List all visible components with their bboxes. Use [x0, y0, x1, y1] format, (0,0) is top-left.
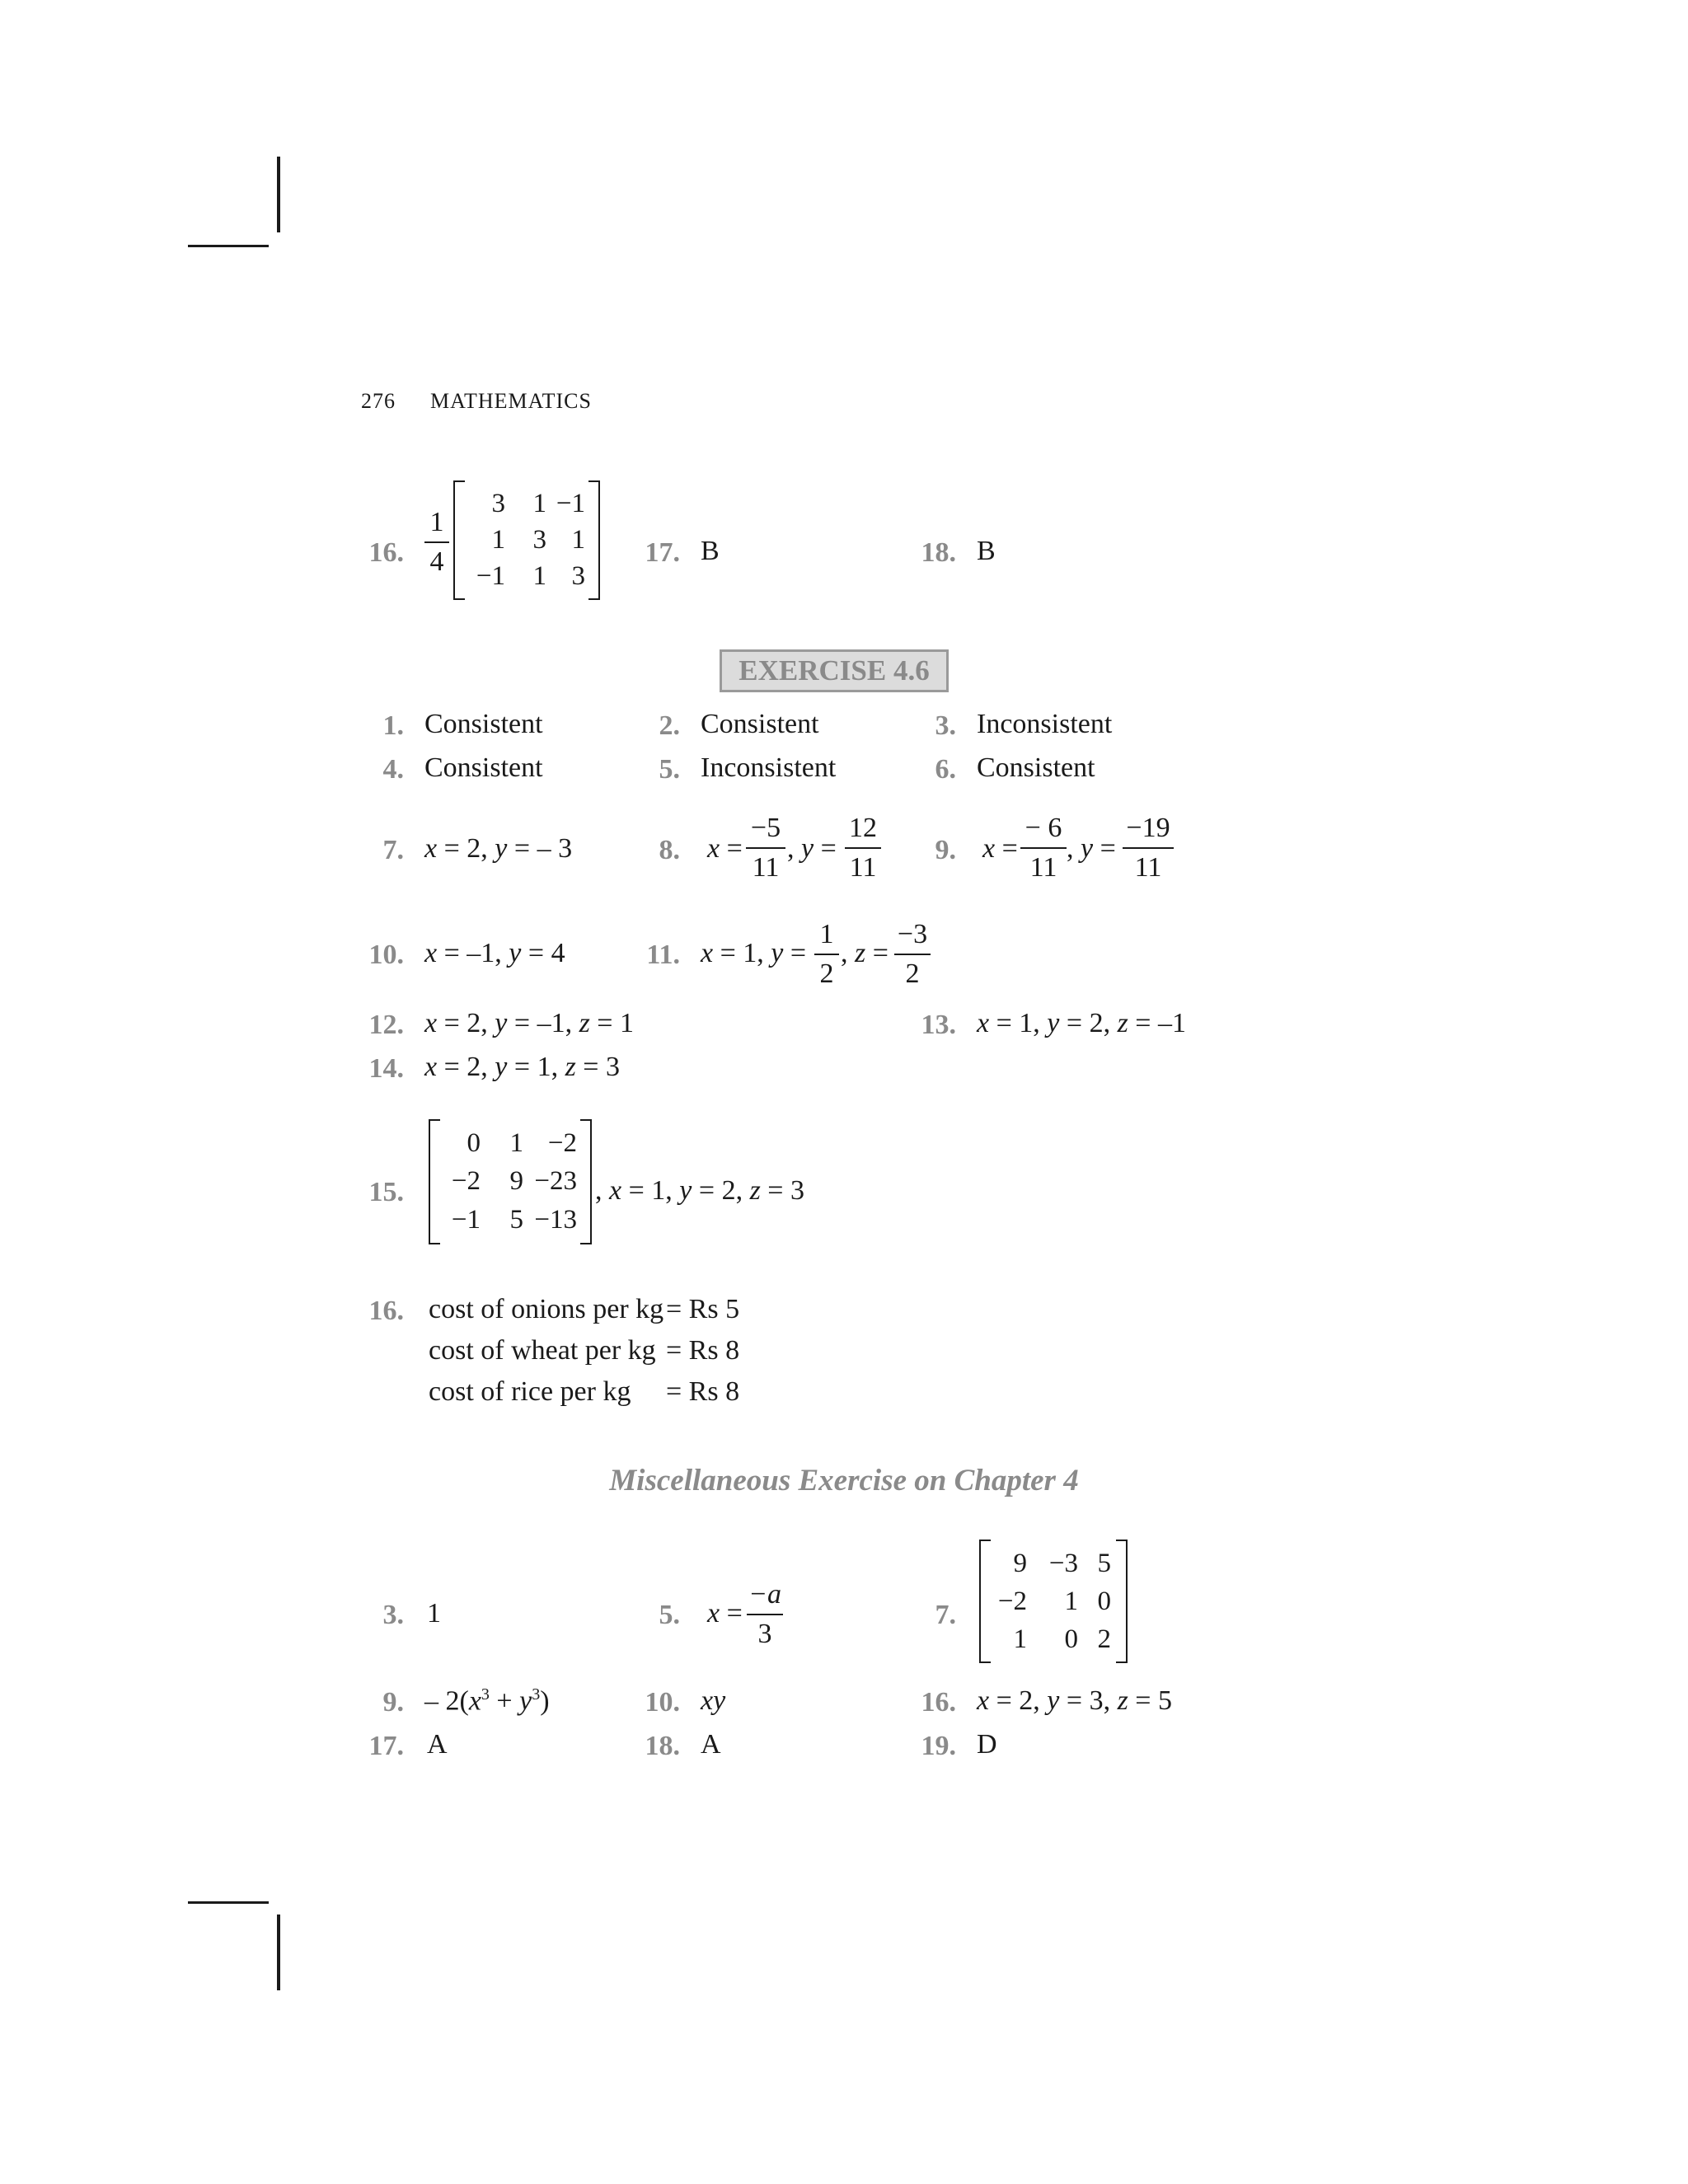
ex-a4-text: Consistent	[424, 752, 543, 783]
matrix-cell: −1	[556, 488, 585, 518]
ex-a7-answer: x = 2, y = – 3	[424, 833, 573, 864]
matrix-cell: 2	[1097, 1624, 1111, 1654]
ex-a5-text: Inconsistent	[701, 752, 837, 783]
misc-q7-matrix	[979, 1540, 1128, 1663]
ex-a14-z: 3	[605, 1052, 620, 1082]
matrix-cell: 3	[571, 561, 585, 592]
cost-line-value: = Rs 8	[666, 1376, 740, 1407]
misc-q19-number: 19.	[921, 1731, 956, 1761]
running-title: MATHEMATICS	[430, 389, 592, 413]
ex-a9-x-fraction	[1020, 814, 1067, 882]
frac-den: 11	[1134, 852, 1162, 883]
ex-a9-y-label: , y =	[1067, 833, 1116, 864]
ex-a1-number: 1.	[382, 710, 404, 741]
ex-a8-y-label: , y =	[787, 833, 837, 864]
matrix-cell: 0	[467, 1127, 481, 1158]
ex-a7-x: 2	[467, 833, 481, 864]
ex-a8-y-fraction	[845, 814, 881, 882]
matrix-cell: 1	[509, 1127, 523, 1158]
ex-a6-text: Consistent	[977, 752, 1095, 783]
frac-den: 3	[757, 1619, 772, 1649]
misc-q9-number: 9.	[382, 1687, 404, 1718]
misc-q16-z: 5	[1157, 1685, 1172, 1716]
page-number: 276	[361, 389, 396, 413]
misc-q7-number: 7.	[935, 1600, 956, 1630]
matrix-cell: 1	[1013, 1624, 1027, 1654]
ex-a11-number: 11.	[646, 940, 680, 970]
q16-scalar-den: 4	[429, 546, 444, 577]
matrix-cell: −2	[997, 1586, 1027, 1616]
frac-den: 2	[905, 958, 920, 989]
ex-a7-number: 7.	[382, 835, 404, 865]
matrix-cell: 1	[571, 524, 585, 555]
misc-q10-number: 10.	[645, 1687, 680, 1718]
matrix-cell: 1	[532, 488, 546, 518]
q18-number: 18.	[921, 537, 956, 568]
cost-line-label: cost of wheat per kg	[429, 1335, 656, 1366]
frac-den: 11	[849, 852, 877, 883]
misc-q9-prefix: – 2(	[424, 1685, 469, 1717]
ex-a13-y: 2	[1089, 1008, 1104, 1038]
cost-line-value: = Rs 8	[666, 1335, 740, 1366]
misc-q5-var: x	[707, 1598, 720, 1629]
ex-a12-answer: x = 2, y = –1, z = 1	[424, 1008, 634, 1038]
misc-q16-y: 3	[1089, 1685, 1104, 1716]
ex-a16-number: 16.	[368, 1296, 404, 1326]
crop-mark-top-vertical	[277, 157, 280, 232]
matrix-cell: 0	[1064, 1624, 1078, 1654]
ex-a15-y: 2	[721, 1175, 736, 1206]
matrix-cell: 5	[1097, 1548, 1111, 1578]
misc-q9-answer	[424, 1685, 550, 1717]
ex-a4-number: 4.	[382, 754, 404, 785]
ex-a15-matrix-grid	[443, 1124, 577, 1240]
matrix-cell: −2	[547, 1127, 577, 1158]
misc-q9-x: x	[468, 1685, 481, 1717]
matrix-cell: 1	[532, 561, 546, 592]
misc-q9-plus: +	[489, 1685, 520, 1717]
misc-q5-fraction	[747, 1581, 783, 1648]
matrix-cell: −23	[534, 1166, 577, 1197]
q17-number: 17.	[645, 537, 680, 568]
cost-line-label: cost of onions per kg	[429, 1294, 664, 1324]
ex-a14-y: 1	[537, 1052, 551, 1082]
frac-num: −5	[750, 813, 781, 843]
ex-a2-number: 2.	[659, 710, 680, 741]
ex-a14-answer: x = 2, y = 1, z = 3	[424, 1052, 620, 1082]
ex-a15-solution: , x = 1, y = 2, z = 3	[595, 1175, 804, 1206]
crop-mark-bottom-vertical	[277, 1915, 280, 1990]
q16-matrix	[453, 480, 600, 600]
matrix-cell: −2	[451, 1166, 481, 1197]
frac-num: 12	[849, 813, 877, 843]
matrix-cell: 3	[532, 524, 546, 555]
misc-q3-number: 3.	[382, 1600, 404, 1630]
ex-a12-z: 1	[619, 1008, 634, 1038]
matrix-cell: −13	[534, 1205, 577, 1235]
misc-q3-answer: 1	[427, 1598, 441, 1629]
ex-a12-y: –1	[537, 1008, 565, 1038]
ex-a15-x: 1	[651, 1175, 666, 1206]
exercise-title-box: EXERCISE 4.6	[720, 649, 949, 692]
frac-num: −19	[1126, 813, 1170, 843]
misc-section-title: Miscellaneous Exercise on Chapter 4	[609, 1464, 1079, 1497]
crop-mark-bottom-horizontal	[188, 1901, 269, 1904]
misc-q9-exp-y: 3	[532, 1685, 541, 1704]
ex-a11-x: x = 1, y =	[701, 938, 807, 968]
misc-q18-number: 18.	[645, 1731, 680, 1761]
ex-a8-number: 8.	[659, 835, 680, 865]
q16-number: 16.	[368, 537, 404, 568]
ex-a9-number: 9.	[935, 835, 956, 865]
ex-a6-number: 6.	[935, 754, 956, 785]
q16-matrix-grid	[468, 485, 585, 595]
frac-den: 2	[819, 958, 834, 989]
matrix-cell: 1	[1064, 1586, 1078, 1616]
ex-a13-answer: x = 1, y = 2, z = –1	[977, 1008, 1186, 1038]
ex-a8-x-fraction	[746, 814, 785, 882]
ex-a7-y: – 3	[537, 833, 573, 864]
frac-num: − 6	[1025, 813, 1062, 843]
misc-q9-y: y	[519, 1685, 532, 1717]
ex-a11-z-label: , z =	[841, 938, 889, 968]
misc-q18-answer: A	[701, 1729, 721, 1760]
ex-a11-y-fraction	[814, 921, 839, 988]
q16-scalar-num: 1	[429, 507, 444, 537]
ex-a2-text: Consistent	[701, 709, 819, 739]
matrix-cell: 9	[509, 1166, 523, 1197]
ex-a8-x-label: x =	[707, 833, 743, 864]
ex-a11-z-fraction	[894, 921, 931, 988]
ex-a12-number: 12.	[368, 1010, 404, 1040]
matrix-cell: 3	[491, 488, 505, 518]
cost-line-value: = Rs 5	[666, 1294, 740, 1324]
matrix-cell: −1	[476, 561, 505, 592]
misc-q9-suffix: )	[540, 1685, 550, 1717]
frac-den: 11	[752, 852, 780, 883]
frac-den: 11	[1029, 852, 1057, 883]
ex-a12-x: 2	[467, 1008, 481, 1038]
matrix-cell: 0	[1097, 1586, 1111, 1616]
misc-q5-num: −a	[748, 1579, 781, 1610]
matrix-cell: 1	[491, 524, 505, 555]
misc-q16-number: 16.	[921, 1687, 956, 1718]
misc-q7-matrix-grid	[994, 1544, 1113, 1658]
frac-num	[747, 1581, 783, 1614]
misc-q9-exp-x: 3	[481, 1685, 490, 1704]
q16-scalar-fraction	[424, 509, 449, 576]
misc-q10-answer	[701, 1685, 725, 1717]
ex-a3-number: 3.	[935, 710, 956, 741]
q17-answer: B	[701, 536, 720, 566]
ex-a13-number: 13.	[921, 1010, 956, 1040]
ex-a15-matrix	[429, 1119, 592, 1244]
crop-mark-top-horizontal	[188, 245, 269, 247]
misc-q10-value: xy	[701, 1685, 726, 1716]
misc-q5-number: 5.	[659, 1600, 680, 1630]
matrix-cell: −1	[451, 1205, 481, 1235]
misc-q16-answer: x = 2, y = 3, z = 5	[977, 1685, 1172, 1716]
q18-answer: B	[977, 536, 996, 566]
ex-a10-x: –1	[467, 938, 495, 968]
ex-a10-number: 10.	[368, 940, 404, 970]
ex-a14-x: 2	[467, 1052, 481, 1082]
ex-a1-text: Consistent	[424, 709, 543, 739]
ex-a13-x: 1	[1019, 1008, 1034, 1038]
ex-a14-number: 14.	[368, 1053, 404, 1084]
misc-q17-number: 17.	[368, 1731, 404, 1761]
misc-q5-lhs: x =	[707, 1598, 743, 1629]
misc-q19-answer: D	[977, 1729, 997, 1760]
ex-a15-z: 3	[790, 1175, 804, 1206]
misc-q16-x: 2	[1019, 1685, 1034, 1716]
ex-a13-z: –1	[1157, 1008, 1186, 1038]
frac-num: 1	[819, 919, 834, 949]
ex-a10-y: 4	[551, 938, 565, 968]
matrix-cell: 5	[509, 1205, 523, 1235]
ex-a11-x-value: 1	[743, 938, 757, 968]
ex-a10-answer: x = –1, y = 4	[424, 938, 565, 968]
ex-a5-number: 5.	[659, 754, 680, 785]
frac-num: −3	[897, 919, 928, 949]
cost-line-label: cost of rice per kg	[429, 1376, 631, 1407]
misc-q17-answer: A	[427, 1729, 448, 1760]
ex-a9-x-label: x =	[982, 833, 1018, 864]
matrix-cell: −3	[1048, 1548, 1078, 1578]
matrix-cell: 9	[1013, 1548, 1027, 1578]
ex-a9-y-fraction	[1123, 814, 1174, 882]
ex-a15-number: 15.	[368, 1177, 404, 1207]
ex-a3-text: Inconsistent	[977, 709, 1113, 739]
